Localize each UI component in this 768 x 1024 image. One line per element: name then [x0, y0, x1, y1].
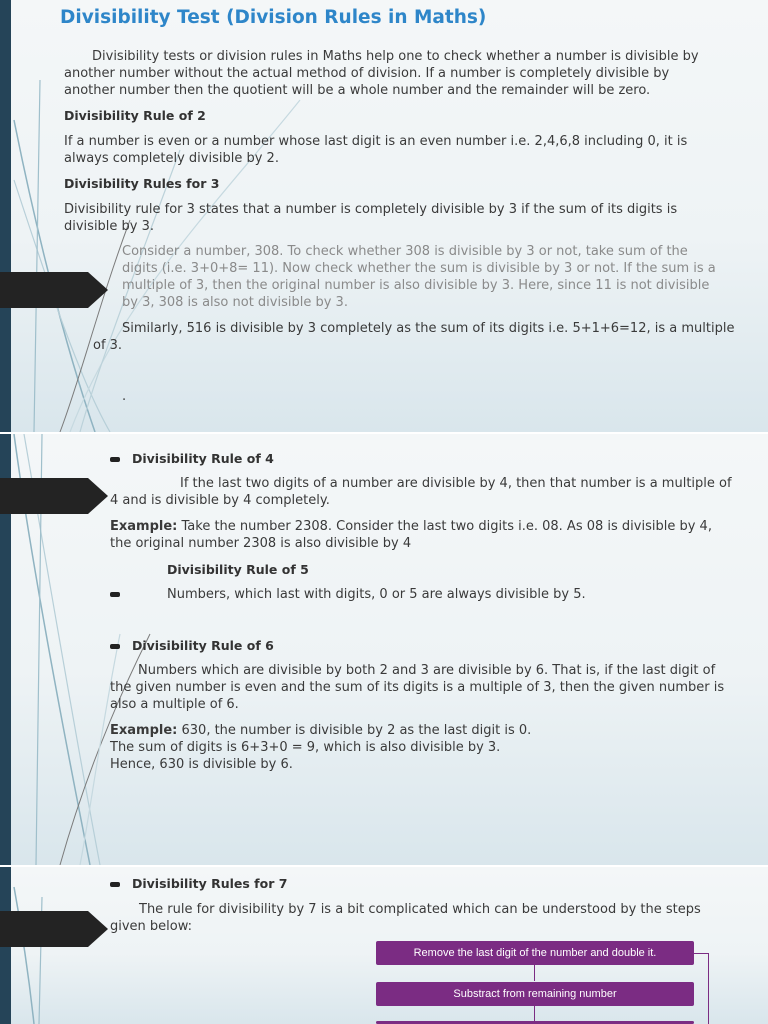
bullet-icon — [110, 644, 120, 649]
rule-3-example: digits (i.e. 3+0+8= 11). Now check whether the sum is divisible by 3 or not. If the sum is a — [122, 261, 716, 276]
rule-3-example: multiple of 3, then the original number is also divisible by 3. Here, since 11 is not divisible — [122, 278, 710, 293]
intro-line: another number then the quotient will be a whole number and the remainder will be zero. — [64, 83, 651, 98]
intro-line: another number without the actual method of division. If a number is completely divisible by — [64, 66, 670, 81]
rule-7-text: The rule for divisibility by 7 is a bit complicated which can be understood by the steps — [139, 902, 701, 917]
flow-step: Substract from remaining number — [376, 982, 694, 1006]
rule-4-heading-text: Divisibility Rule of 4 — [132, 451, 274, 466]
rule-6-text: Numbers which are divisible by both 2 and 3 are divisible by 6. That is, if the last digit of — [138, 663, 716, 678]
rule-4-text: 4 and is divisible by 4 completely. — [110, 493, 330, 508]
rule-4-example — [110, 518, 712, 535]
rule-6-heading-text: Divisibility Rule of 6 — [132, 638, 274, 653]
flow-loop-line — [708, 953, 709, 1024]
intro-line: Divisibility tests or division rules in Maths help one to check whether a number is divisible by — [92, 49, 699, 64]
example-text: Take the number 2308. Consider the last two digits i.e. 08. As 08 is divisible by 4, — [177, 519, 712, 534]
rule-4-heading — [110, 451, 274, 466]
rule-4-text: If the last two digits of a number are divisible by 4, then that number is a multiple of — [180, 476, 732, 491]
flow-loop-line — [694, 953, 708, 954]
rule-3-text: divisible by 3. — [64, 219, 155, 234]
rule-2-text: always completely divisible by 2. — [64, 151, 279, 166]
rule-6-example — [110, 722, 531, 739]
example-label: Example: — [110, 519, 178, 534]
rule-4-example: the original number 2308 is also divisible by 4 — [110, 536, 412, 551]
rule-3-text: Divisibility rule for 3 states that a number is completely divisible by 3 if the sum of its digits is — [64, 202, 678, 217]
example-text: 630, the number is divisible by 2 as the last digit is 0. — [177, 723, 532, 738]
page-title: Divisibility Test (Division Rules in Maths) — [60, 7, 487, 28]
arrow-tab — [0, 272, 108, 308]
rule-2-text: If a number is even or a number whose last digit is an even number i.e. 2,4,6,8 including 0, it is — [64, 134, 688, 149]
bullet-icon — [110, 592, 120, 597]
arrow-tab — [0, 478, 108, 514]
rule-3-example: Consider a number, 308. To check whether 308 is divisible by 3 or not, take sum of the — [122, 244, 688, 259]
flow-connector — [534, 965, 535, 981]
arrow-tab — [0, 911, 108, 947]
rule-6-example: Hence, 630 is divisible by 6. — [110, 757, 293, 772]
bullet-icon — [110, 457, 120, 462]
flow-step: Remove the last digit of the number and double it. — [376, 941, 694, 965]
bullet-icon — [110, 882, 120, 887]
stray-dot: . — [122, 389, 127, 404]
rule-3-similar: Similarly, 516 is divisible by 3 completely as the sum of its digits i.e. 5+1+6=12, is a multiple — [122, 321, 735, 336]
rule-7-text: given below: — [110, 919, 193, 934]
rule-6-example: The sum of digits is 6+3+0 = 9, which is also divisible by 3. — [110, 740, 501, 755]
rule-6-heading — [110, 638, 274, 653]
rule-7-heading-text: Divisibility Rules for 7 — [132, 876, 288, 891]
rule-3-example: by 3, 308 is also not divisible by 3. — [122, 295, 348, 310]
rule-6-text: also a multiple of 6. — [110, 697, 239, 712]
rule-3-heading: Divisibility Rules for 3 — [64, 176, 220, 191]
slide-2 — [0, 434, 768, 865]
rule-5-heading: Divisibility Rule of 5 — [167, 562, 309, 577]
slide-1 — [0, 0, 768, 432]
rule-6-text: the given number is even and the sum of its digits is a multiple of 3, then the given number is — [110, 680, 725, 695]
rule-7-heading — [110, 876, 287, 891]
rule-3-similar: of 3. — [93, 338, 123, 353]
slide-3 — [0, 867, 768, 1024]
rule-5-text: Numbers, which last with digits, 0 or 5 are always divisible by 5. — [167, 587, 586, 602]
rule-2-heading: Divisibility Rule of 2 — [64, 108, 206, 123]
example-label: Example: — [110, 723, 178, 738]
